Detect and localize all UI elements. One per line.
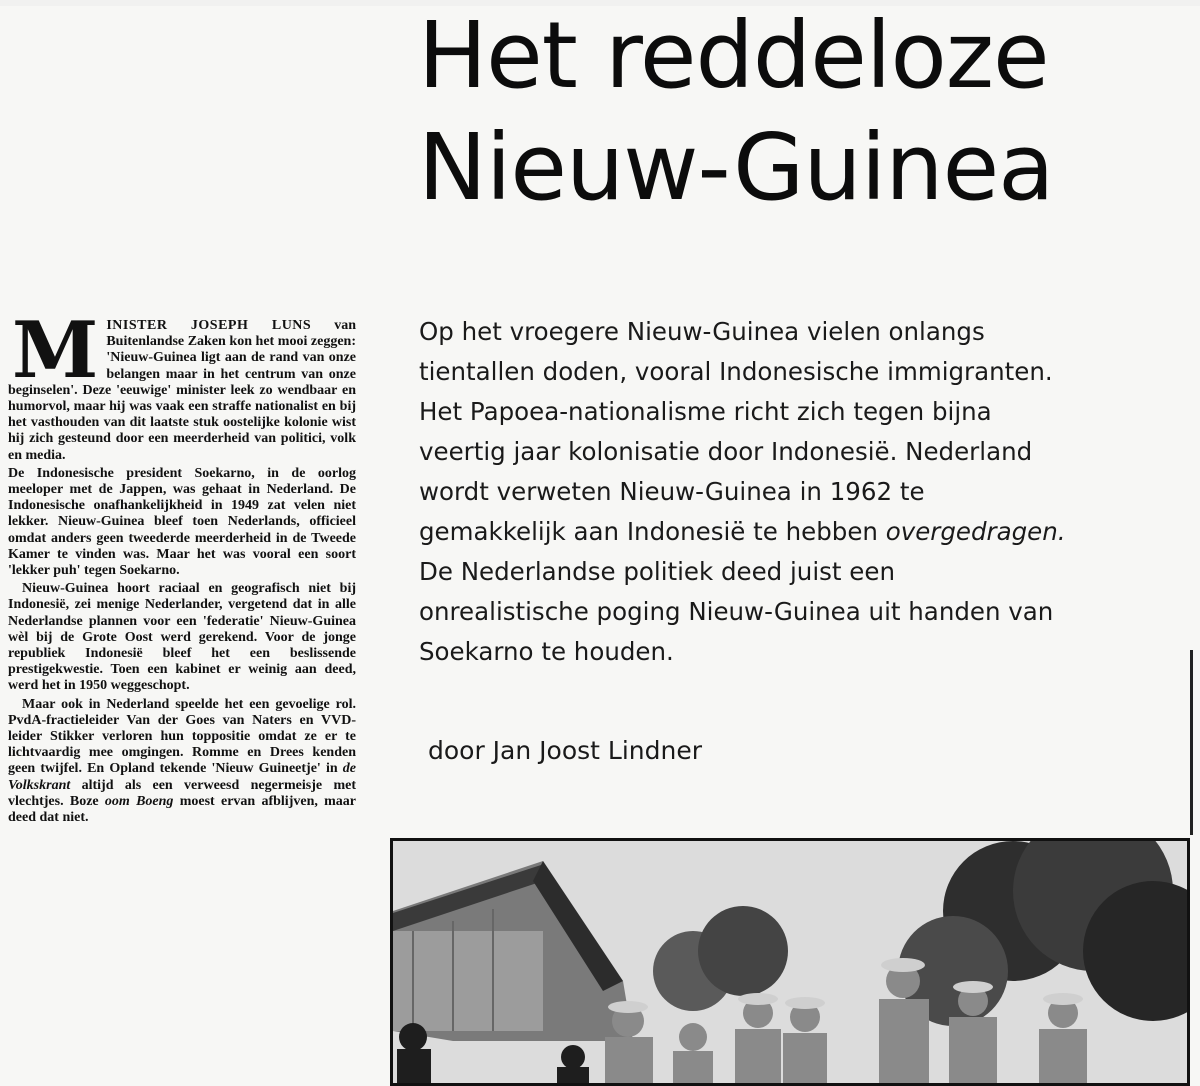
article-paragraph-1 xyxy=(8,305,356,464)
title-line-1: Het reddeloze xyxy=(418,2,1049,109)
intro-line: De Nederlandse politiek deed juist een xyxy=(419,557,895,586)
intro-line: Op het vroegere Nieuw-Guinea vielen onlangs xyxy=(419,317,985,346)
news-photo xyxy=(390,838,1190,1086)
article-column xyxy=(8,305,357,828)
intro-line: wordt verweten Nieuw-Guinea in 1962 te xyxy=(419,477,925,506)
paragraph-text: moest ervan afblijven, maar deed dat niet. xyxy=(8,793,357,826)
paragraph-text: altijd als een verweesd negermeisje met vlechtjes. Boze xyxy=(8,777,356,809)
title-line-2: Nieuw-Guinea xyxy=(418,114,1054,221)
byline: door Jan Joost Lindner xyxy=(428,736,702,765)
column-rule xyxy=(1190,650,1193,835)
paragraph-text: Maar ook in Nederland speelde het een gevoelige rol. PvdA-fractieleider Van der Goes van Naters en VVD-leider Stikker verloren hun toppositie omdat ze er te lichtvaardig mee omgingen. Romme en Drees kenden geen twijfel. En Opland tekende 'Nieuw Guineetje' in xyxy=(8,696,356,777)
intro-line: veertig jaar kolonisatie door Indonesië. Nederland xyxy=(419,437,1033,466)
drop-cap: M xyxy=(12,305,99,396)
intro-emphasis: overgedragen. xyxy=(885,517,1066,546)
article-paragraph-4 xyxy=(8,697,356,827)
intro-line xyxy=(419,512,1164,552)
article-paragraph-2: De Indonesische president Soekarno, in de oorlog meeloper met de Jappen, was gehaat in Nederland. De Indonesische onafhankelijkheid in 1949 zat velen niet lekker. Nieuw-Guinea bleef toen Nederlands, officieel omdat anders geen tweederde meerderheid in de Tweede Kamer te vinden was. Maar het was vooral een soort 'lekker puh' tegen Soekarno. xyxy=(8,465,356,579)
intro-line: tientallen doden, vooral Indonesische immigranten. xyxy=(419,357,1053,386)
intro-paragraph xyxy=(419,312,1164,672)
intro-line-text: gemakkelijk aan Indonesië te hebben xyxy=(419,517,886,546)
lead-in: INISTER JOSEPH LUNS xyxy=(106,318,312,333)
photo-image xyxy=(393,841,1187,1083)
article-paragraph-3: Nieuw-Guinea hoort raciaal en geografisch niet bij Indonesië, zei menige Nederlander, vergetend dat in alle Nederlandse plannen voor een 'federatie' Nieuw-Guinea wèl bij de Grote Oost werd gerekend. Voor de jonge republiek Indonesië bleef het een beslissende prestigekwestie. Toen een kabinet er weinig aan deed, werd het in 1950 weggeschopt. xyxy=(8,581,356,694)
intro-line: onrealistische poging Nieuw-Guinea uit handen van xyxy=(419,597,1054,626)
publication-name: de Volkskrant xyxy=(8,761,356,793)
intro-line: Het Papoea-nationalisme richt zich tegen bijna xyxy=(419,397,992,426)
intro-line: Soekarno te houden. xyxy=(419,637,674,666)
nickname: oom Boeng xyxy=(104,793,174,809)
page-title xyxy=(418,0,1158,224)
paragraph-text: van Buitenlandse Zaken kon het mooi zeggen: 'Nieuw-Guinea ligt aan de rand van onze belangen maar in het centrum van onze beginselen'. Deze 'eeuwige' minister leek zo wendbaar en humorvol, maar hij was vaak een straffe nationalist en bij het vasthouden van dit laatste stuk oostelijke kolonie wist hij zich gesteund door een meerderheid van politici, volk en media. xyxy=(8,318,356,463)
